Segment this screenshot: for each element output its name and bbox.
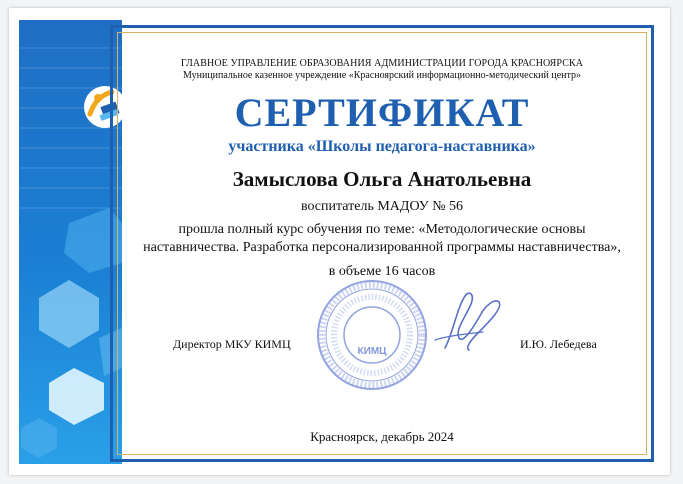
- header-organization: ГЛАВНОЕ УПРАВЛЕНИЕ ОБРАЗОВАНИЯ АДМИНИСТРАЦИИ ГОРОДА КРАСНОЯРСКА: [180, 58, 584, 69]
- certificate-title: СЕРТИФИКАТ: [234, 90, 530, 135]
- signature-icon: [425, 288, 505, 358]
- course-description-line-1: прошла полный курс обучения по теме: «Методологические основы: [178, 222, 586, 237]
- course-hours: в объеме 16 часов: [328, 264, 436, 279]
- certificate-subtitle: участника «Школы педагога-наставника»: [228, 138, 536, 155]
- recipient-position: воспитатель МАДОУ № 56: [300, 199, 464, 214]
- header-institution: Муниципальное казенное учреждение «Красноярский информационно-методический центр»: [182, 70, 581, 81]
- certificate-sheet: [9, 8, 670, 475]
- director-title: Директор МКУ КИМЦ: [173, 337, 291, 351]
- recipient-name: Замыслова Ольга Анатольевна: [232, 167, 532, 191]
- place-and-date: Красноярск, декабрь 2024: [310, 429, 454, 444]
- decorative-hexagon-band: [9, 8, 122, 475]
- course-description-line-2: наставничества. Разработка персонализированной программы наставничества»,: [143, 240, 621, 255]
- director-name: И.Ю. Лебедева: [520, 337, 597, 351]
- seal-center-text: КИМЦ: [357, 346, 387, 357]
- official-seal-icon: [315, 278, 429, 392]
